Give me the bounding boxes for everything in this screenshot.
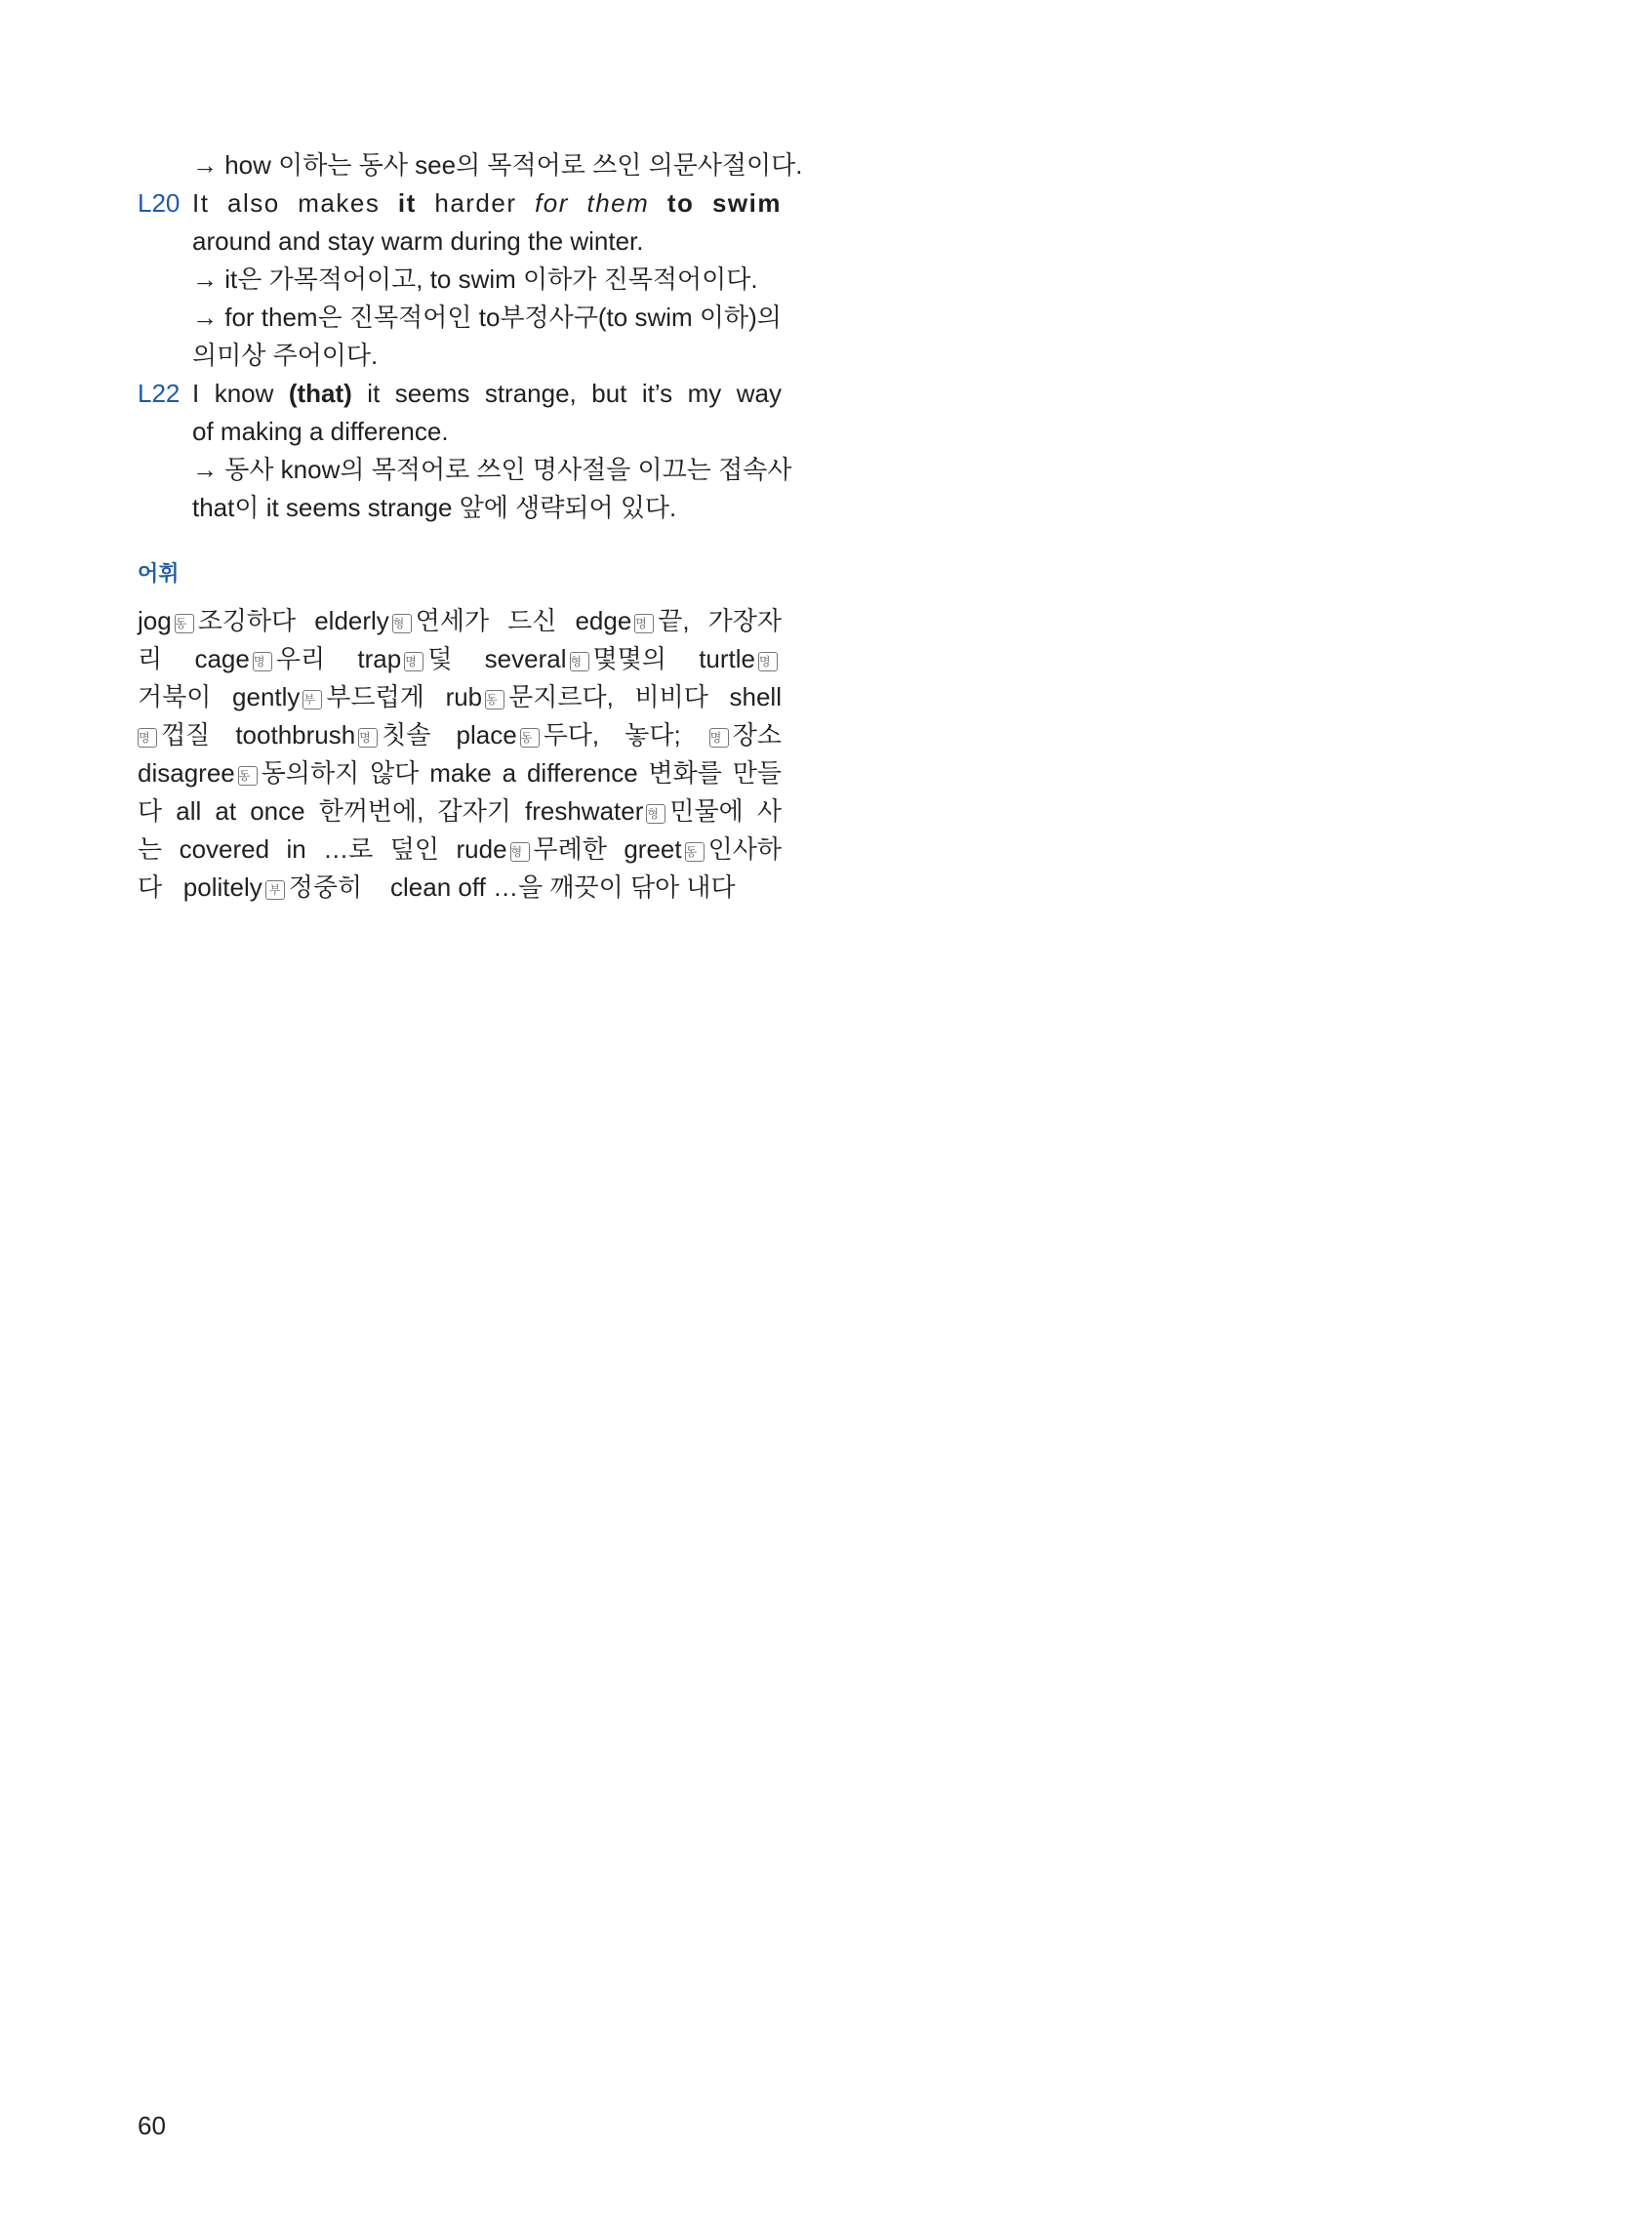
vocab-meaning: 장소	[732, 720, 783, 750]
vocab-row	[138, 602, 782, 640]
vocab-word: toothbrush	[235, 720, 356, 750]
verb-badge: 동	[238, 766, 258, 786]
adverb-badge: 부	[302, 690, 322, 709]
note-line: 의미상 주어이다.	[192, 341, 379, 370]
explanation-column	[138, 146, 803, 907]
vocab-meaning: 껍질	[161, 720, 211, 750]
vocab-meaning: 한꺼번에, 갑자기	[318, 796, 511, 826]
bold-text: to swim	[649, 188, 782, 218]
vocab-meaning: 변화를 만들	[648, 758, 782, 788]
verb-badge: 동	[175, 614, 194, 633]
noun-badge: 명	[758, 652, 778, 671]
vocab-meaning: 부드럽게	[326, 682, 424, 711]
bold-text: (that)	[288, 379, 352, 408]
sentence-text: I know	[192, 379, 289, 408]
vocab-row	[138, 640, 782, 678]
note-line: → 동사 know의 목적어로 쓰인 명사절을 이끄는 접속사	[192, 455, 792, 484]
vocab-meaning: 인사하	[707, 834, 782, 864]
adverb-badge: 부	[265, 880, 285, 900]
vocab-word: rub	[445, 682, 483, 711]
vocab-meaning: 덫	[427, 644, 453, 673]
noun-badge: 명	[358, 728, 378, 748]
vocab-meaning: 민물에 사	[669, 796, 782, 826]
bold-text: it	[397, 188, 417, 218]
note-line: → it은 가목적어이고, to swim 이하가 진목적어이다.	[192, 264, 758, 294]
vocab-meaning: 는	[138, 834, 163, 864]
sentence-l20	[138, 184, 782, 223]
vocab-word: turtle	[699, 644, 755, 673]
line-label: L22	[138, 379, 181, 408]
vocab-meaning: 칫솔	[382, 720, 431, 750]
vocab-word: clean off	[390, 872, 486, 902]
italic-text: for them	[535, 188, 650, 218]
note-line: → how 이하는 동사 see의 목적어로 쓰인 의문사절이다.	[192, 150, 803, 180]
vocab-meaning: 거북이	[138, 682, 212, 711]
vocab-list	[138, 602, 782, 907]
vocab-meaning: 두다, 놓다;	[543, 720, 681, 750]
vocab-meaning: …을 깨끗이 닦아 내다	[493, 872, 736, 902]
verb-badge: 동	[520, 728, 540, 748]
vocab-meaning: 동의하지 않다	[261, 758, 420, 788]
vocab-meaning: 다	[138, 796, 163, 826]
vocab-word: jog	[138, 606, 172, 635]
noun-badge: 명	[404, 652, 423, 671]
noun-badge: 명	[138, 728, 157, 748]
vocab-row	[138, 754, 782, 792]
verb-badge: 동	[685, 842, 705, 862]
vocab-word: make a difference	[429, 758, 638, 788]
vocab-word: several	[484, 644, 567, 673]
page-number: 60	[138, 2111, 166, 2140]
adj-badge: 형	[646, 804, 665, 824]
vocab-meaning: 문지르다, 비비다	[508, 682, 708, 711]
sentence-text: harder	[416, 188, 536, 218]
sentence-continuation: around and stay warm during the winter.	[192, 226, 644, 256]
vocab-meaning: 무례한	[533, 834, 607, 864]
vocab-meaning: …로 덮인	[323, 834, 440, 864]
sentence-continuation: of making a difference.	[192, 417, 449, 446]
vocab-meaning: 다	[138, 872, 163, 902]
sentence-text: it seems strange, but it’s my way	[351, 379, 782, 408]
sentence-text: It also makes	[192, 188, 398, 218]
vocab-meaning: 리	[138, 644, 163, 673]
vocab-heading: 어휘	[138, 561, 180, 586]
vocab-word: politely	[182, 872, 262, 902]
vocab-row	[138, 716, 782, 754]
verb-badge: 동	[485, 690, 504, 709]
vocab-row	[138, 869, 782, 907]
vocab-meaning: 우리	[275, 644, 326, 673]
vocab-word: disagree	[138, 758, 235, 788]
vocab-row	[138, 792, 782, 831]
vocab-word: freshwater	[525, 796, 644, 826]
noun-badge: 명	[253, 652, 272, 671]
vocab-row	[138, 831, 782, 869]
vocab-word: rude	[456, 834, 507, 864]
vocab-word: edge	[575, 606, 632, 635]
noun-badge: 명	[709, 728, 729, 748]
sentence-l22	[138, 375, 782, 413]
adj-badge: 형	[392, 614, 412, 633]
line-label: L20	[138, 188, 181, 218]
adj-badge: 형	[510, 842, 530, 862]
note-line: that이 it seems strange 앞에 생략되어 있다.	[192, 493, 677, 522]
vocab-word: shell	[729, 682, 782, 711]
vocab-word: covered in	[179, 834, 306, 864]
vocab-meaning: 끝, 가장자	[658, 606, 782, 635]
adj-badge: 형	[570, 652, 589, 671]
vocab-meaning: 연세가 드신	[415, 606, 557, 635]
vocab-meaning: 몇몇의	[592, 644, 666, 673]
vocab-word: greet	[624, 834, 682, 864]
vocab-word: gently	[232, 682, 301, 711]
vocab-meaning: 정중히	[288, 872, 363, 902]
vocab-word: place	[456, 720, 517, 750]
vocab-word: all at once	[176, 796, 305, 826]
note-line: → for them은 진목적어인 to부정사구(to swim 이하)의	[192, 303, 782, 332]
vocab-word: elderly	[314, 606, 389, 635]
vocab-word: cage	[194, 644, 250, 673]
vocab-meaning: 조깅하다	[197, 606, 297, 635]
vocab-row	[138, 678, 782, 716]
vocab-word: trap	[357, 644, 402, 673]
noun-badge: 명	[634, 614, 654, 633]
